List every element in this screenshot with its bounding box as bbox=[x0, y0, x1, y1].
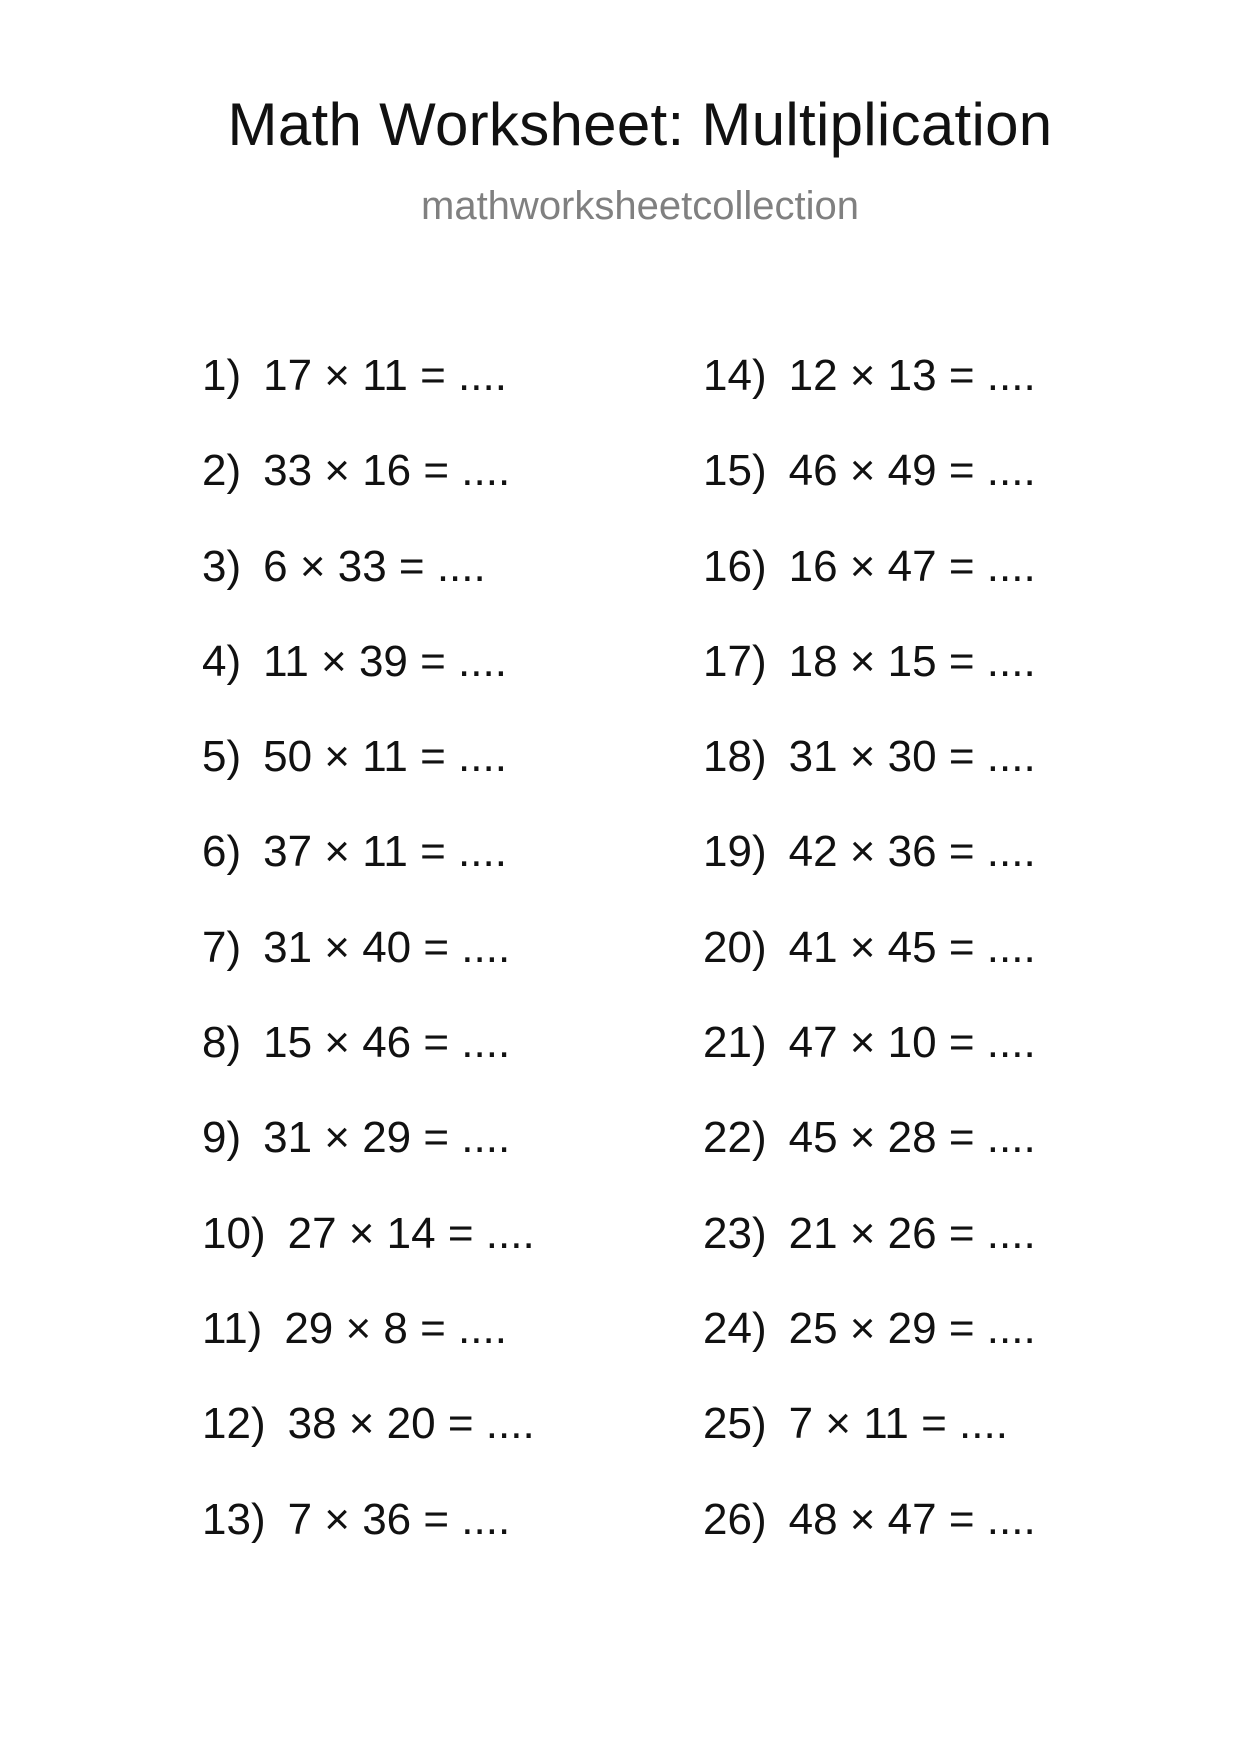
problem-number: 7) bbox=[202, 922, 242, 972]
problem-item bbox=[703, 729, 1036, 824]
problem-expression: 45 × 28 = .... bbox=[788, 1113, 1036, 1163]
problem-expression: 42 × 36 = .... bbox=[788, 827, 1036, 877]
problem-item bbox=[703, 1206, 1036, 1301]
problem-item bbox=[703, 1015, 1036, 1110]
problem-number: 19) bbox=[703, 827, 767, 877]
problem-item bbox=[703, 824, 1036, 919]
problem-expression: 25 × 29 = .... bbox=[788, 1303, 1036, 1353]
page-subtitle: mathworksheetcollection bbox=[421, 184, 859, 228]
problem-number: 10) bbox=[202, 1208, 266, 1258]
problem-item bbox=[703, 539, 1036, 634]
problem-number: 26) bbox=[703, 1494, 767, 1544]
problem-expression: 15 × 46 = .... bbox=[263, 1018, 511, 1068]
problem-number: 25) bbox=[703, 1399, 767, 1449]
problem-number: 24) bbox=[703, 1303, 767, 1353]
problem-expression: 6 × 33 = .... bbox=[263, 541, 486, 591]
problem-list-right bbox=[703, 348, 1036, 1587]
problem-expression: 46 × 49 = .... bbox=[788, 446, 1036, 496]
problem-item bbox=[202, 1301, 535, 1396]
problem-number: 21) bbox=[703, 1018, 767, 1068]
problem-number: 4) bbox=[202, 636, 242, 686]
problem-number: 9) bbox=[202, 1113, 242, 1163]
problem-number: 15) bbox=[703, 446, 767, 496]
problem-item bbox=[202, 920, 535, 1015]
problem-list-left bbox=[202, 348, 535, 1587]
problem-item bbox=[202, 1396, 535, 1491]
problem-expression: 17 × 11 = .... bbox=[263, 351, 507, 400]
problem-number: 1) bbox=[202, 351, 242, 400]
problem-number: 13) bbox=[202, 1494, 266, 1544]
problem-number: 14) bbox=[703, 351, 767, 400]
problem-expression: 27 × 14 = .... bbox=[287, 1208, 535, 1258]
problem-expression: 12 × 13 = .... bbox=[788, 351, 1036, 400]
problem-item bbox=[703, 634, 1036, 729]
problem-expression: 41 × 45 = .... bbox=[788, 922, 1036, 972]
problem-item bbox=[202, 824, 535, 919]
problem-item bbox=[703, 443, 1036, 538]
problem-expression: 29 × 8 = .... bbox=[284, 1303, 507, 1353]
problem-item bbox=[202, 1110, 535, 1205]
problem-expression: 7 × 11 = .... bbox=[788, 1399, 1008, 1449]
problem-number: 2) bbox=[202, 446, 242, 496]
problem-expression: 37 × 11 = .... bbox=[263, 827, 507, 877]
problem-item bbox=[703, 1492, 1036, 1587]
problem-number: 11) bbox=[202, 1303, 263, 1353]
problem-item bbox=[202, 348, 535, 443]
problem-number: 3) bbox=[202, 541, 242, 591]
problem-item bbox=[703, 1301, 1036, 1396]
problem-number: 22) bbox=[703, 1113, 767, 1163]
problem-expression: 38 × 20 = .... bbox=[287, 1399, 535, 1449]
problem-item bbox=[202, 1206, 535, 1301]
problem-item bbox=[202, 539, 535, 634]
problem-item bbox=[703, 348, 1036, 443]
problem-expression: 31 × 30 = .... bbox=[788, 732, 1036, 782]
problem-item bbox=[202, 1015, 535, 1110]
problem-number: 12) bbox=[202, 1399, 266, 1449]
problem-number: 6) bbox=[202, 827, 242, 877]
problem-item bbox=[202, 634, 535, 729]
problem-expression: 50 × 11 = .... bbox=[263, 732, 507, 782]
problem-expression: 21 × 26 = .... bbox=[788, 1208, 1036, 1258]
problem-item bbox=[202, 1492, 535, 1587]
problem-number: 5) bbox=[202, 732, 242, 782]
problem-expression: 11 × 39 = .... bbox=[263, 636, 507, 686]
problem-number: 17) bbox=[703, 636, 767, 686]
problem-number: 23) bbox=[703, 1208, 767, 1258]
problem-expression: 7 × 36 = .... bbox=[287, 1494, 511, 1544]
problem-expression: 31 × 29 = .... bbox=[263, 1113, 511, 1163]
problem-number: 20) bbox=[703, 922, 767, 972]
page-title: Math Worksheet: Multiplication bbox=[227, 91, 1053, 158]
problem-item bbox=[703, 1396, 1036, 1491]
problem-expression: 31 × 40 = .... bbox=[263, 922, 511, 972]
problem-number: 16) bbox=[703, 541, 767, 591]
problem-expression: 33 × 16 = .... bbox=[263, 446, 511, 496]
problem-item bbox=[202, 443, 535, 538]
problem-expression: 16 × 47 = .... bbox=[788, 541, 1036, 591]
problem-expression: 18 × 15 = .... bbox=[788, 636, 1036, 686]
problem-expression: 47 × 10 = .... bbox=[788, 1018, 1036, 1068]
problem-item bbox=[703, 1110, 1036, 1205]
problem-expression: 48 × 47 = .... bbox=[788, 1494, 1036, 1544]
problem-number: 8) bbox=[202, 1018, 242, 1068]
problem-item bbox=[202, 729, 535, 824]
problem-number: 18) bbox=[703, 732, 767, 782]
problem-item bbox=[703, 920, 1036, 1015]
